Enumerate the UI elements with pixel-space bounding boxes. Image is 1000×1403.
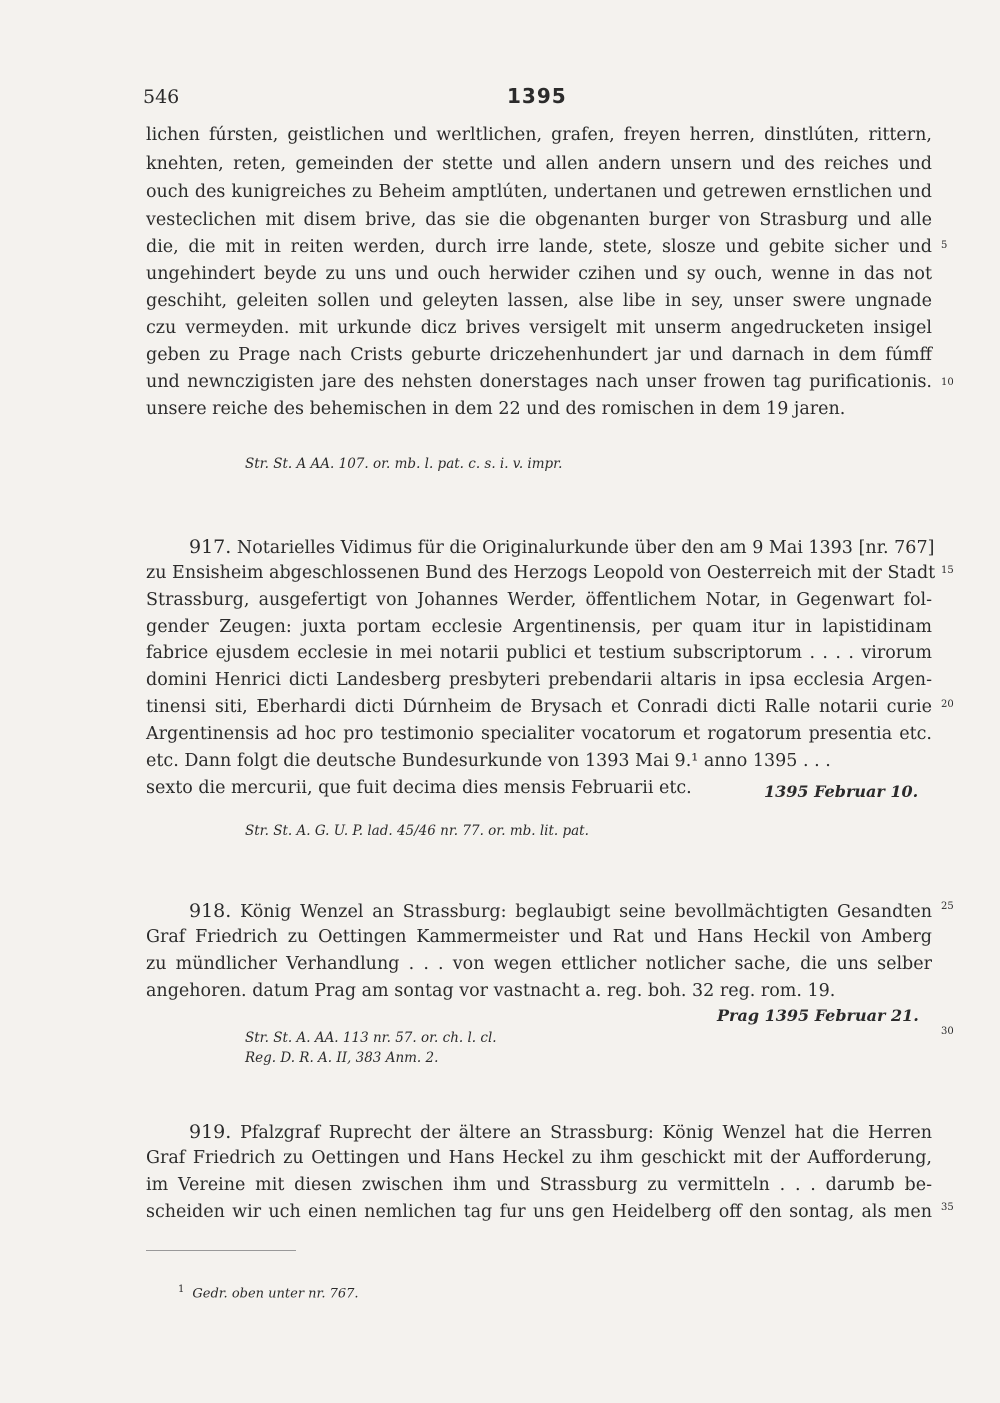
source-citation: Str. St. A. G. U. P. lad. 45/46 nr. 77. or. mb. lit. pat. — [245, 823, 589, 839]
footnote — [178, 1284, 359, 1301]
entry-919-first-line: 919. Pfalzgraf Ruprecht der ältere an Strassburg: König Wenzel hat die Herren — [189, 1121, 932, 1143]
text-line: etc. Dann folgt die deutsche Bundesurkunde von 1393 Mai 9.¹ anno 1395 . . . — [146, 751, 831, 771]
text-line: scheiden wir uch einen nemlichen tag fur uns gen Heidelberg off den sontag, als men — [146, 1202, 932, 1222]
text-line: im Vereine mit diesen zwischen ihm und Strassburg zu vermitteln . . . darumb be- — [146, 1175, 932, 1195]
footnote-rule — [146, 1250, 296, 1251]
text-line: ungehindert beyde zu uns und ouch herwider czihen und sy ouch, wenne in das not — [146, 264, 932, 284]
text-line: tinensi siti, Eberhardi dicti Dúrnheim de Brysach et Conradi dicti Ralle notarii curie — [146, 697, 932, 717]
footnote-mark: 1 — [178, 1284, 185, 1295]
text-line: gender Zeugen: juxta portam ecclesie Argentinensis, per quam itur in lapistidinam — [146, 617, 932, 637]
text-line: und newnczigisten jare des nehsten donerstages nach unser frowen tag purificationis. — [146, 372, 932, 392]
margin-line-number: 5 — [941, 240, 948, 251]
source-citation: Str. St. A AA. 107. or. mb. l. pat. c. s. i. v. impr. — [245, 456, 563, 472]
text-line: ouch des kunigreiches zu Beheim amptlúten, undertanen und getrewen ernstlichen und — [146, 182, 932, 202]
margin-line-number: 15 — [941, 565, 954, 576]
text-line: knehten, reten, gemeinden der stette und allen andern unsern und des reiches und — [146, 154, 932, 174]
text-line: Graf Friedrich zu Oettingen und Hans Heckel zu ihm geschickt mit der Aufforderung, — [146, 1148, 932, 1168]
text-line: geschiht, geleiten sollen und geleyten lassen, alse libe in sey, unser swere ungnade — [146, 291, 932, 311]
margin-line-number: 20 — [941, 699, 954, 710]
margin-line-number: 30 — [941, 1026, 954, 1037]
source-citation: Str. St. A. AA. 113 nr. 57. or. ch. l. cl. — [245, 1030, 497, 1046]
entry-date: Prag 1395 Februar 21. — [717, 1006, 919, 1025]
text-line: zu mündlicher Verhandlung . . . von wegen ettlicher notlicher sache, die uns selber — [146, 954, 932, 974]
text-line: lichen fúrsten, geistlichen und werltlichen, grafen, freyen herren, dinstlúten, rittern, — [146, 125, 932, 145]
margin-line-number: 35 — [941, 1202, 954, 1213]
page-number: 546 — [143, 86, 180, 108]
entry-date: 1395 Februar 10. — [764, 782, 919, 801]
text-line: unsere reiche des behemischen in dem 22 und des romischen in dem 19 jaren. — [146, 399, 846, 419]
text-line: Graf Friedrich zu Oettingen Kammermeister und Rat und Hans Heckil von Amberg — [146, 927, 932, 947]
text-line: fabrice ejusdem ecclesie in mei notarii publici et testium subscriptorum . . . . virorum — [146, 643, 932, 663]
text-line: domini Henrici dicti Landesberg presbyteri prebendarii altaris in ipsa ecclesia Argen- — [146, 670, 932, 690]
text-line: angehoren. datum Prag am sontag vor vastnacht a. reg. boh. 32 reg. rom. 19. — [146, 981, 836, 1001]
text-line: Strassburg, ausgefertigt von Johannes Werder, öffentlichem Notar, in Gegenwart fol- — [146, 590, 932, 610]
source-citation: Reg. D. R. A. II, 383 Anm. 2. — [245, 1050, 439, 1066]
entry-917-first-line: 917. Notarielles Vidimus für die Originalurkunde über den am 9 Mai 1393 [nr. 767] — [189, 536, 935, 558]
margin-line-number: 25 — [941, 901, 954, 912]
entry-number: 918. — [189, 900, 232, 922]
running-title: 1395 — [507, 84, 567, 108]
entry-918-first-line: 918. König Wenzel an Strassburg: beglaubigt seine bevollmächtigten Gesandten — [189, 900, 932, 922]
text-line: die, die mit in reiten werden, durch irre lande, stete, slosze und gebite sicher und — [146, 237, 932, 257]
text-line: sexto die mercurii, que fuit decima dies mensis Februarii etc. — [146, 778, 692, 798]
text-line: geben zu Prage nach Crists geburte driczehenhundert jar und darnach in dem fúmff — [146, 345, 932, 365]
text-line: zu Ensisheim abgeschlossenen Bund des Herzogs Leopold von Oesterreich mit der Stadt — [146, 563, 936, 583]
entry-number: 919. — [189, 1121, 232, 1143]
text-line: czu vermeyden. mit urkunde dicz brives versigelt mit unserm angedrucketen insigel — [146, 318, 932, 338]
text-line: Argentinensis ad hoc pro testimonio specialiter vocatorum et rogatorum presentia etc. — [146, 724, 932, 744]
margin-line-number: 10 — [941, 377, 954, 388]
text-line: vesteclichen mit disem brive, das sie die obgenanten burger von Strasburg und alle — [146, 210, 932, 230]
footnote-text: Gedr. oben unter nr. 767. — [192, 1286, 359, 1302]
entry-number: 917. — [189, 536, 232, 558]
